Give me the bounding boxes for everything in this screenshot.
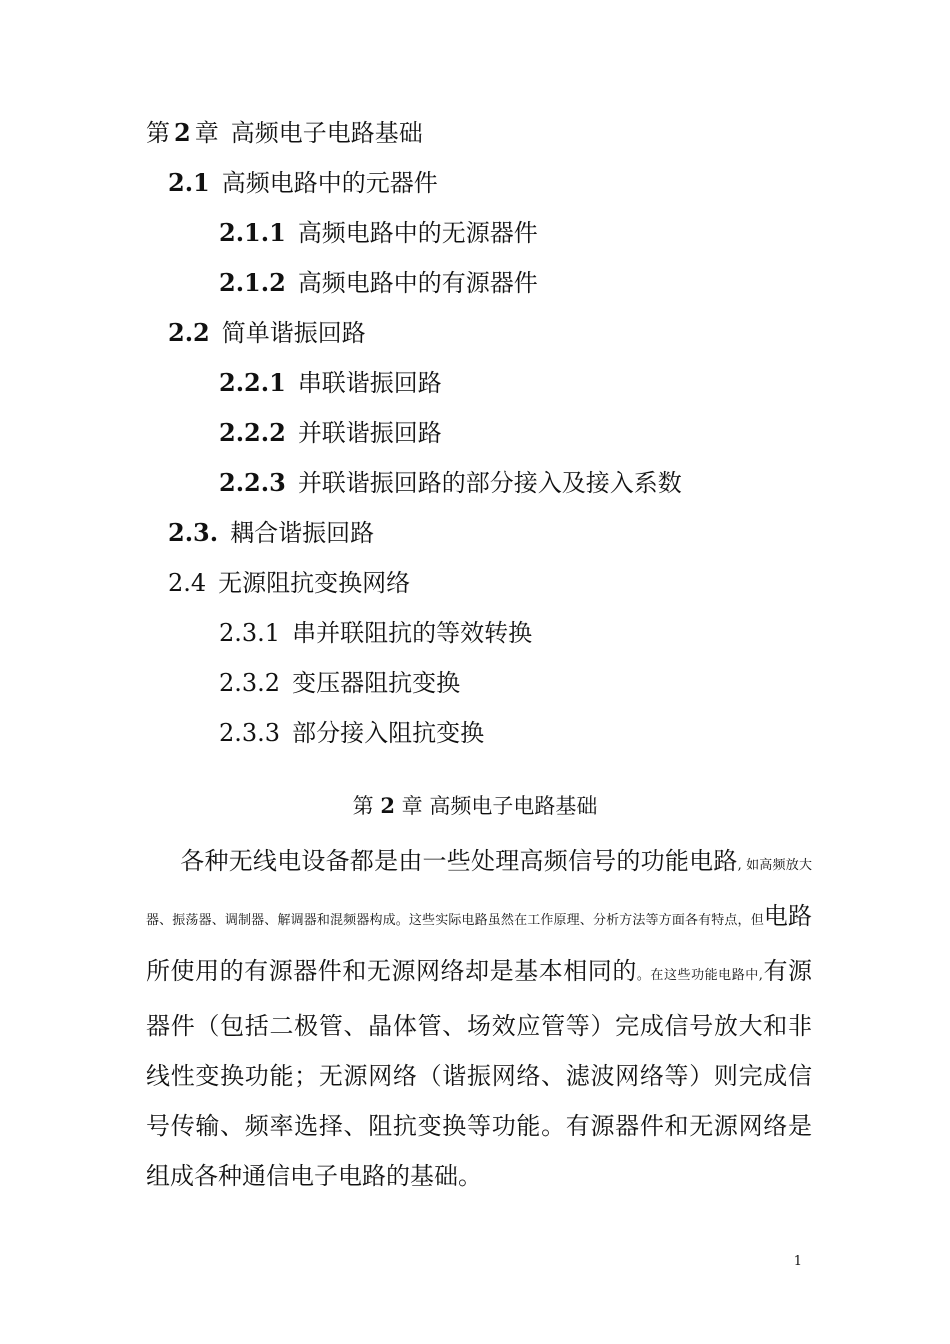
toc-entry [168, 568, 410, 598]
toc-entry-chapter-number: 2 [174, 118, 191, 147]
section-heading-pre: 第 [352, 794, 374, 818]
body-text-large-c: 有源器件（包括二极管、晶体管、场效应管等）完成信号放大和非线性变换功能；无源网络（谐振网络、滤波网络等）则完成信号传输、频率选择、阻抗变换等功能。有源器件和无源网络是组成各种通信电子电路的基础。 [146, 957, 813, 1190]
toc-entry [168, 168, 438, 198]
toc-entry-title: 简单谐振回路 [221, 319, 366, 347]
toc-entry [219, 618, 532, 648]
toc-entry [168, 518, 374, 548]
toc-entry-number: 2.3.1 [219, 619, 281, 647]
toc-entry-title: 并联谐振回路 [297, 419, 442, 447]
body-text-large-b: 电路所使用的有源器件和无源网络却是基本相同的 [146, 902, 812, 985]
section-heading [0, 792, 950, 820]
toc-entry-title: 并联谐振回路的部分接入及接入系数 [297, 469, 682, 497]
toc-entry-number: 2.3. [168, 518, 219, 547]
toc-entry-number: 2.3.2 [219, 669, 281, 697]
toc-entry-title: 串联谐振回路 [297, 369, 442, 397]
section-heading-post: 章 高频电子电路基础 [401, 794, 598, 818]
toc-entry-number: 2.2.1 [219, 368, 286, 397]
toc-entry-title: 高频电路中的有源器件 [297, 269, 538, 297]
body-text-small-b: 。在这些功能电路中, [636, 968, 763, 983]
toc-entry [219, 468, 682, 498]
toc-entry-title: 耦合谐振回路 [230, 519, 375, 547]
body-paragraph [146, 836, 812, 1201]
toc-entry-number: 2.2 [168, 318, 210, 347]
toc-entry-number: 第 [146, 119, 170, 147]
section-heading-num: 2 [380, 793, 395, 818]
toc-entry [146, 118, 423, 148]
toc-entry-title: 高频电路中的元器件 [221, 169, 438, 197]
body-text-small-a: , 如高频放大器、振荡器、调制器、解调器和混频器构成。这些实际电路虽然在工作原理、分析方法等方面各有特点，但 [146, 858, 813, 928]
toc-entry [219, 718, 484, 748]
toc-entry-number: 2.2.3 [219, 468, 286, 497]
toc-entry-title: 无源阻抗变换网络 [218, 569, 411, 597]
toc-entry-number: 2.4 [168, 569, 207, 597]
page-number: 1 [793, 1254, 802, 1269]
toc-entry [219, 668, 460, 698]
toc-entry-number: 2.1.2 [219, 268, 286, 297]
toc-entry-title: 变压器阻抗变换 [292, 669, 461, 697]
toc-entry [219, 368, 442, 398]
toc-entry [168, 318, 366, 348]
toc-entry-title: 串并联阻抗的等效转换 [292, 619, 533, 647]
toc-entry-number: 2.1.1 [219, 218, 286, 247]
toc-entry-number: 2.1 [168, 168, 210, 197]
toc-entry-title: 部分接入阻抗变换 [292, 719, 485, 747]
toc-entry [219, 418, 442, 448]
toc-entry-title: 高频电子电路基础 [230, 119, 423, 147]
toc-entry-number: 2.2.2 [219, 418, 286, 447]
toc-entry-number: 2.3.3 [219, 719, 281, 747]
body-text-large-a: 各种无线电设备都是由一些处理高频信号的功能电路 [180, 847, 738, 875]
toc-entry-title: 高频电路中的无源器件 [297, 219, 538, 247]
toc-entry-chapter-suffix: 章 [194, 119, 219, 147]
toc-entry [219, 268, 538, 298]
toc-entry [219, 218, 538, 248]
